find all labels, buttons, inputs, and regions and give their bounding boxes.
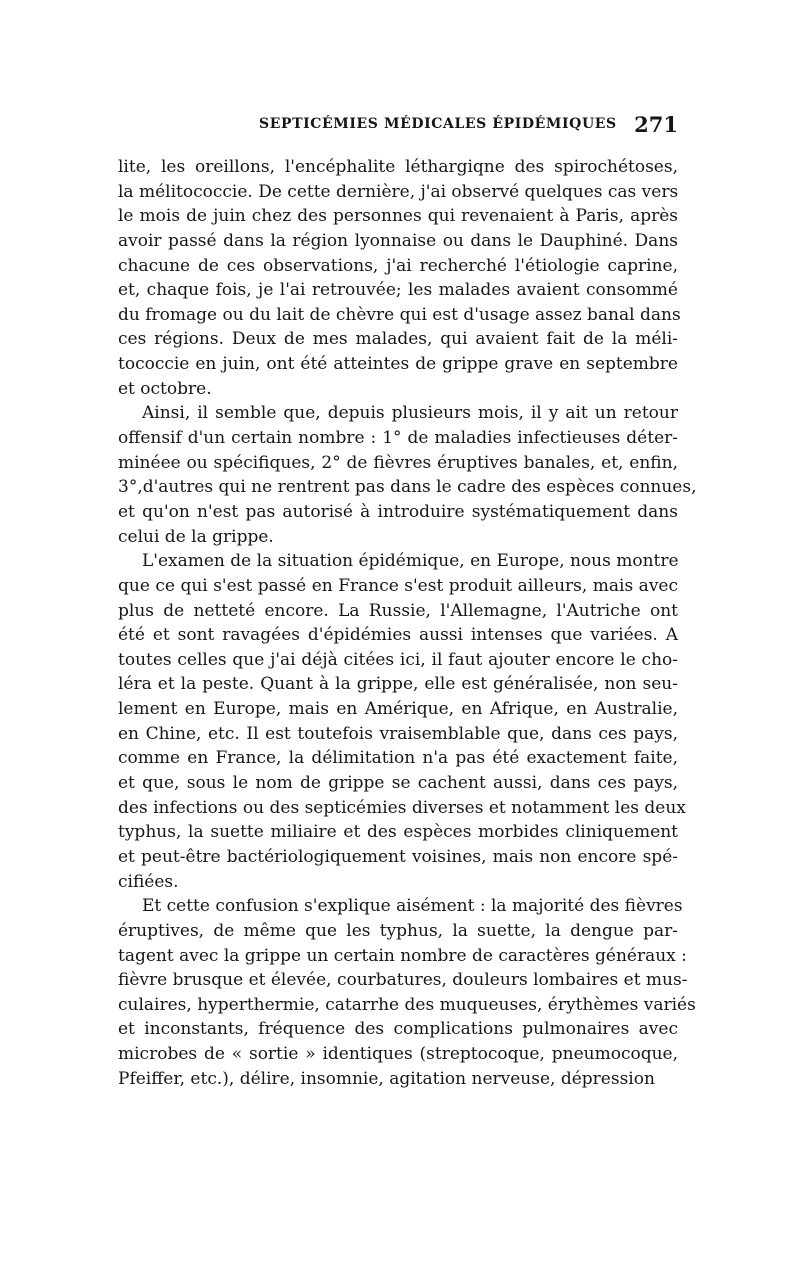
text-line: Ainsi, il semble que, depuis plusieurs mois, il y ait un retour	[142, 403, 678, 424]
text-line: que ce qui s'est passé en France s'est produit ailleurs, mais avec	[118, 575, 678, 596]
text-line: Et cette confusion s'explique aisément : la majorité des fièvres	[142, 896, 683, 917]
text-line: et octobre.	[118, 378, 212, 399]
text-line: en Chine, etc. Il est toutefois vraisemblable que, dans ces pays,	[118, 723, 678, 744]
paragraph	[118, 549, 686, 894]
text-line: toutes celles que j'ai déjà citées ici, il faut ajouter encore le cho-	[118, 649, 678, 670]
text-line: avoir passé dans la région lyonnaise ou dans le Dauphiné. Dans	[118, 230, 678, 251]
page-number: 271	[634, 112, 678, 137]
text-line: cifiées.	[118, 871, 179, 892]
text-line: le mois de juin chez des personnes qui revenaient à Paris, après	[118, 206, 678, 227]
text-line: comme en France, la délimitation n'a pas été exactement faite,	[118, 748, 678, 769]
text-line: culaires, hyperthermie, catarrhe des muqueuses, érythèmes variés	[118, 994, 696, 1015]
text-line: lement en Europe, mais en Amérique, en Afrique, en Australie,	[118, 699, 678, 720]
text-line: 3°,d'autres qui ne rentrent pas dans le cadre des espèces connues,	[118, 477, 697, 498]
text-line: minéee ou spécifiques, 2° de fièvres éruptives banales, et, enfin,	[118, 452, 678, 473]
text-line: des infections ou des septicémies diverses et notamment les deux	[118, 797, 686, 818]
text-line: offensif d'un certain nombre : 1° de maladies infectieuses déter-	[118, 428, 678, 449]
text-line: fièvre brusque et élevée, courbatures, douleurs lombaires et mus-	[118, 970, 688, 991]
text-line: chacune de ces observations, j'ai recherché l'étiologie caprine,	[118, 255, 678, 276]
text-line: et, chaque fois, je l'ai retrouvée; les malades avaient consommé	[118, 280, 678, 301]
running-title: SEPTICÉMIES MÉDICALES ÉPIDÉMIQUES	[259, 116, 617, 132]
paragraph	[118, 155, 681, 401]
text-line: tagent avec la grippe un certain nombre de caractères généraux :	[118, 945, 687, 966]
text-line: été et sont ravagées d'épidémies aussi intenses que variées. A	[118, 625, 678, 646]
text-line: lite, les oreillons, l'encéphalite léthargiqne des spirochétoses,	[118, 157, 678, 177]
paragraph	[118, 894, 696, 1091]
body-text	[118, 155, 697, 1091]
text-line: L'examen de la situation épidémique, en Europe, nous montre	[142, 551, 679, 572]
text-line: la mélitococcie. De cette dernière, j'ai observé quelques cas vers	[118, 181, 679, 202]
text-line: typhus, la suette miliaire et des espèces morbides cliniquement	[118, 822, 678, 843]
text-line: ces régions. Deux de mes malades, qui avaient fait de la méli-	[118, 329, 678, 350]
text-line: microbes de « sortie » identiques (streptocoque, pneumocoque,	[118, 1044, 678, 1065]
text-line: Pfeiffer, etc.), délire, insomnie, agitation nerveuse, dépression	[118, 1068, 655, 1089]
text-line: et que, sous le nom de grippe se cachent aussi, dans ces pays,	[118, 773, 678, 794]
running-header	[118, 112, 678, 140]
text-line: tococcie en juin, ont été atteintes de grippe grave en septembre	[118, 354, 678, 375]
text-line: plus de netteté encore. La Russie, l'Allemagne, l'Autriche ont	[118, 600, 678, 621]
text-line: léra et la peste. Quant à la grippe, elle est généralisée, non seu-	[118, 674, 678, 695]
text-line: éruptives, de même que les typhus, la suette, la dengue par-	[118, 920, 678, 941]
text-line: et inconstants, fréquence des complications pulmonaires avec	[118, 1019, 678, 1040]
text-line: et peut-être bactériologiquement voisines, mais non encore spé-	[118, 846, 678, 867]
paragraph	[118, 401, 697, 549]
text-line: du fromage ou du lait de chèvre qui est d'usage assez banal dans	[118, 304, 681, 325]
text-line: celui de la grippe.	[118, 526, 274, 547]
text-line: et qu'on n'est pas autorisé à introduire systématiquement dans	[118, 501, 678, 522]
